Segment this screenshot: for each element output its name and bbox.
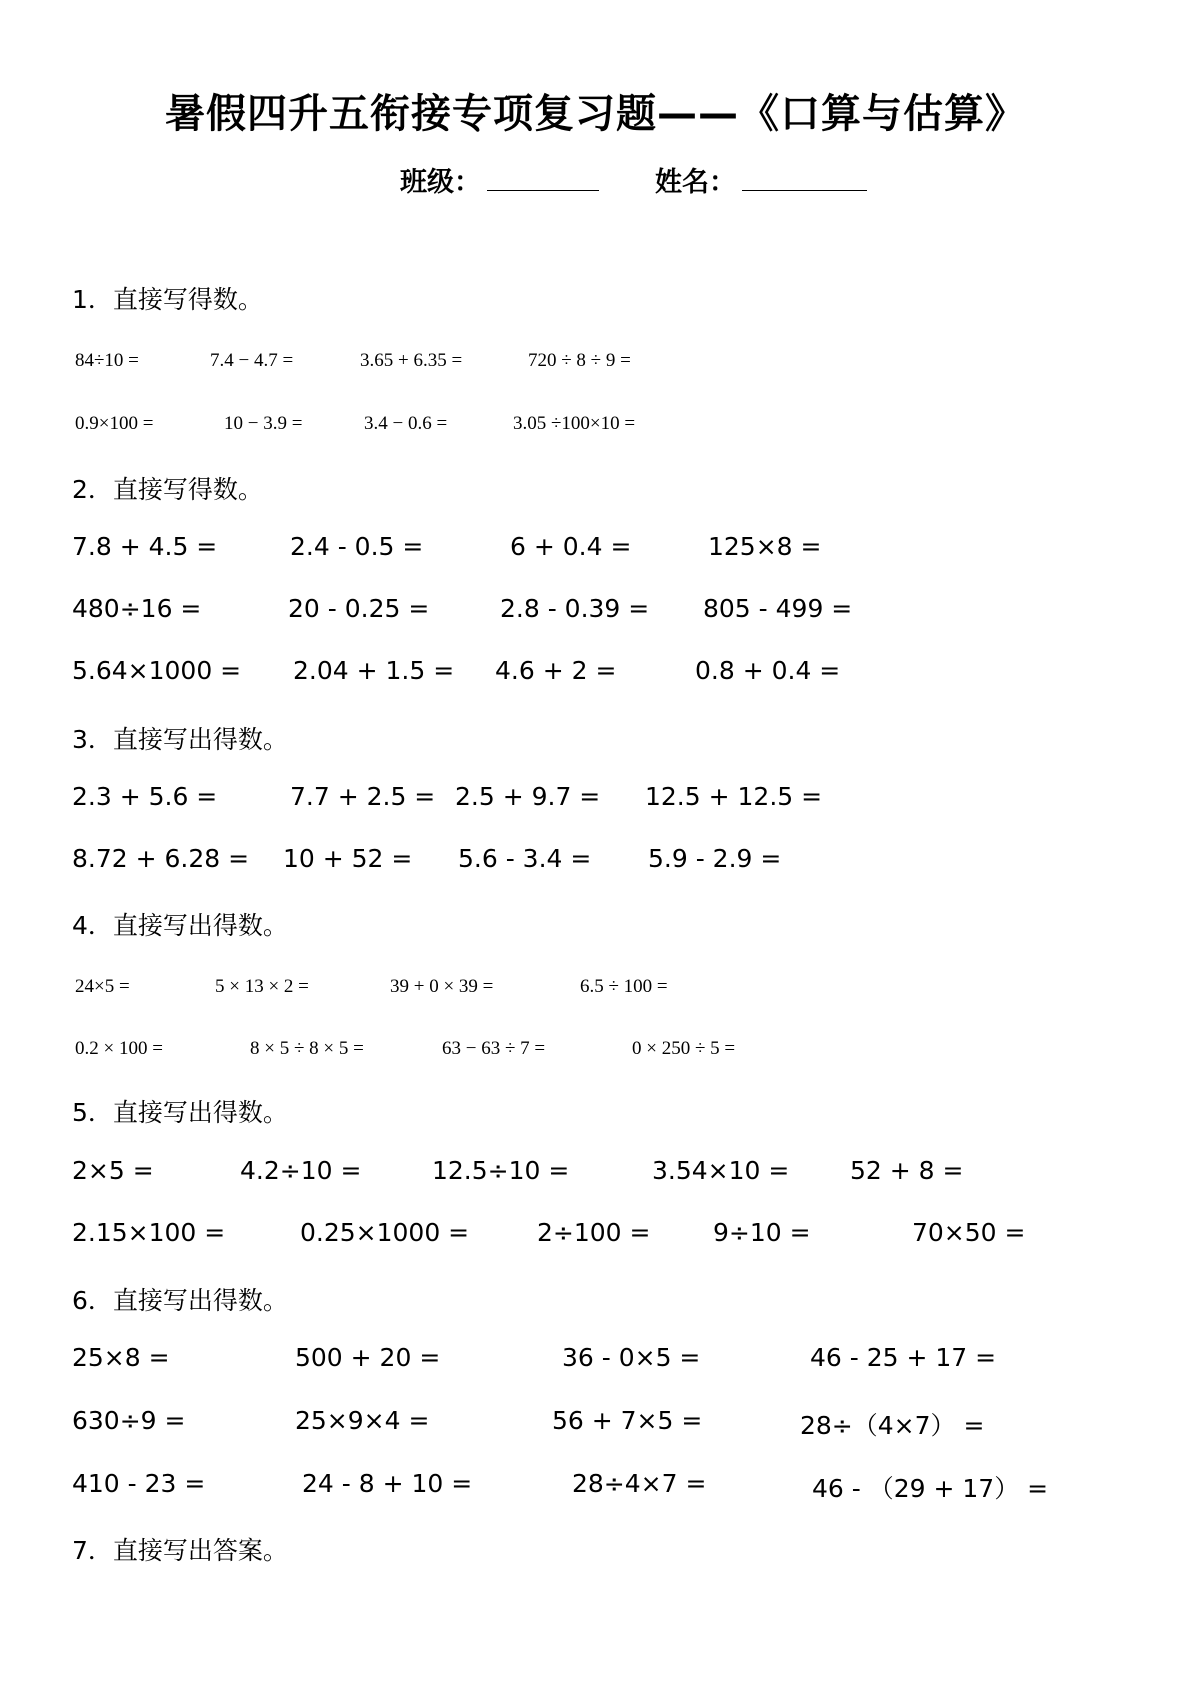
class-label: 班级： bbox=[400, 167, 481, 198]
expression: 3.65 + 6.35 = bbox=[360, 350, 463, 371]
question-2-row-1 bbox=[0, 532, 1191, 572]
expression: 0 × 250 ÷ 5 = bbox=[632, 1038, 736, 1059]
expression: 0.25×1000 = bbox=[300, 1218, 470, 1247]
question-4-row-1 bbox=[0, 970, 1191, 1010]
expression: 24 - 8 + 10 = bbox=[302, 1469, 473, 1498]
question-2-row-3 bbox=[0, 656, 1191, 696]
expression: 480÷16 = bbox=[72, 594, 202, 623]
expression: 5.9 - 2.9 = bbox=[648, 844, 782, 873]
expression: 8 × 5 ÷ 8 × 5 = bbox=[250, 1038, 364, 1059]
expression: 7.7 + 2.5 = bbox=[290, 782, 436, 811]
expression: 2÷100 = bbox=[537, 1218, 651, 1247]
question-6-row-2 bbox=[0, 1406, 1191, 1446]
expression: 720 ÷ 8 ÷ 9 = bbox=[528, 350, 631, 371]
question-3-row-2 bbox=[0, 844, 1191, 884]
question-6-heading: 6．直接写出得数。 bbox=[72, 1286, 288, 1315]
expression: 52 + 8 = bbox=[850, 1156, 964, 1185]
expression: 9÷10 = bbox=[713, 1218, 811, 1247]
question-4-heading: 4．直接写出得数。 bbox=[72, 911, 288, 940]
expression: 630÷9 = bbox=[72, 1406, 186, 1435]
expression: 410 - 23 = bbox=[72, 1469, 206, 1498]
expression: 2.4 - 0.5 = bbox=[290, 532, 424, 561]
expression: 46 - 25 + 17 = bbox=[810, 1343, 997, 1372]
expression: 12.5 + 12.5 = bbox=[645, 782, 823, 811]
expression: 25×9×4 = bbox=[295, 1406, 430, 1435]
expression: 5 × 13 × 2 = bbox=[215, 976, 309, 997]
expression: 0.2 × 100 = bbox=[75, 1038, 163, 1059]
expression: 56 + 7×5 = bbox=[552, 1406, 703, 1435]
expression: 36 - 0×5 = bbox=[562, 1343, 701, 1372]
expression: 63 − 63 ÷ 7 = bbox=[442, 1038, 546, 1059]
expression: 25×8 = bbox=[72, 1343, 170, 1372]
question-2-heading: 2．直接写得数。 bbox=[72, 475, 263, 504]
question-5-heading: 5．直接写出得数。 bbox=[72, 1098, 288, 1127]
expression: 3.54×10 = bbox=[652, 1156, 790, 1185]
expression: 3.05 ÷100×10 = bbox=[513, 413, 636, 434]
question-6-row-3 bbox=[0, 1469, 1191, 1509]
expression: 2.3 + 5.6 = bbox=[72, 782, 218, 811]
expression: 6 + 0.4 = bbox=[510, 532, 632, 561]
expression: 2×5 = bbox=[72, 1156, 154, 1185]
expression: 20 - 0.25 = bbox=[288, 594, 430, 623]
name-blank[interactable] bbox=[742, 168, 867, 191]
expression: 125×8 = bbox=[708, 532, 822, 561]
expression: 70×50 = bbox=[912, 1218, 1026, 1247]
expression: 8.72 + 6.28 = bbox=[72, 844, 250, 873]
expression: 3.4 − 0.6 = bbox=[364, 413, 448, 434]
expression: 46 - （29 + 17） = bbox=[812, 1474, 1049, 1503]
question-1-heading: 1．直接写得数。 bbox=[72, 285, 263, 314]
expression: 4.2÷10 = bbox=[240, 1156, 362, 1185]
question-4-row-2 bbox=[0, 1032, 1191, 1072]
expression: 0.8 + 0.4 = bbox=[695, 656, 841, 685]
expression: 2.8 - 0.39 = bbox=[500, 594, 650, 623]
expression: 10 − 3.9 = bbox=[224, 413, 303, 434]
question-1-row-2 bbox=[0, 407, 1191, 447]
class-blank[interactable] bbox=[487, 168, 599, 191]
question-5-row-2 bbox=[0, 1218, 1191, 1258]
question-3-row-1 bbox=[0, 782, 1191, 822]
question-3-heading: 3．直接写出得数。 bbox=[72, 725, 288, 754]
name-label: 姓名： bbox=[655, 167, 736, 198]
expression: 2.04 + 1.5 = bbox=[293, 656, 455, 685]
expression: 5.64×1000 = bbox=[72, 656, 242, 685]
question-7-heading: 7．直接写出答案。 bbox=[72, 1536, 288, 1565]
expression: 5.6 - 3.4 = bbox=[458, 844, 592, 873]
worksheet-title: 暑假四升五衔接专项复习题——《口算与估算》 bbox=[165, 91, 1026, 137]
expression: 28÷（4×7） = bbox=[800, 1411, 985, 1440]
expression: 7.8 + 4.5 = bbox=[72, 532, 218, 561]
name-field bbox=[655, 160, 867, 199]
question-2-row-2 bbox=[0, 594, 1191, 634]
expression: 28÷4×7 = bbox=[572, 1469, 707, 1498]
expression: 24×5 = bbox=[75, 976, 130, 997]
expression: 10 + 52 = bbox=[283, 844, 413, 873]
expression: 84÷10 = bbox=[75, 350, 139, 371]
expression: 2.15×100 = bbox=[72, 1218, 226, 1247]
expression: 500 + 20 = bbox=[295, 1343, 441, 1372]
question-6-row-1 bbox=[0, 1343, 1191, 1383]
expression: 805 - 499 = bbox=[703, 594, 853, 623]
question-5-row-1 bbox=[0, 1156, 1191, 1196]
expression: 6.5 ÷ 100 = bbox=[580, 976, 668, 997]
class-field bbox=[400, 160, 599, 199]
expression: 12.5÷10 = bbox=[432, 1156, 570, 1185]
expression: 0.9×100 = bbox=[75, 413, 154, 434]
expression: 2.5 + 9.7 = bbox=[455, 782, 601, 811]
expression: 39 + 0 × 39 = bbox=[390, 976, 494, 997]
question-1-row-1 bbox=[0, 344, 1191, 384]
expression: 7.4 − 4.7 = bbox=[210, 350, 294, 371]
expression: 4.6 + 2 = bbox=[495, 656, 617, 685]
